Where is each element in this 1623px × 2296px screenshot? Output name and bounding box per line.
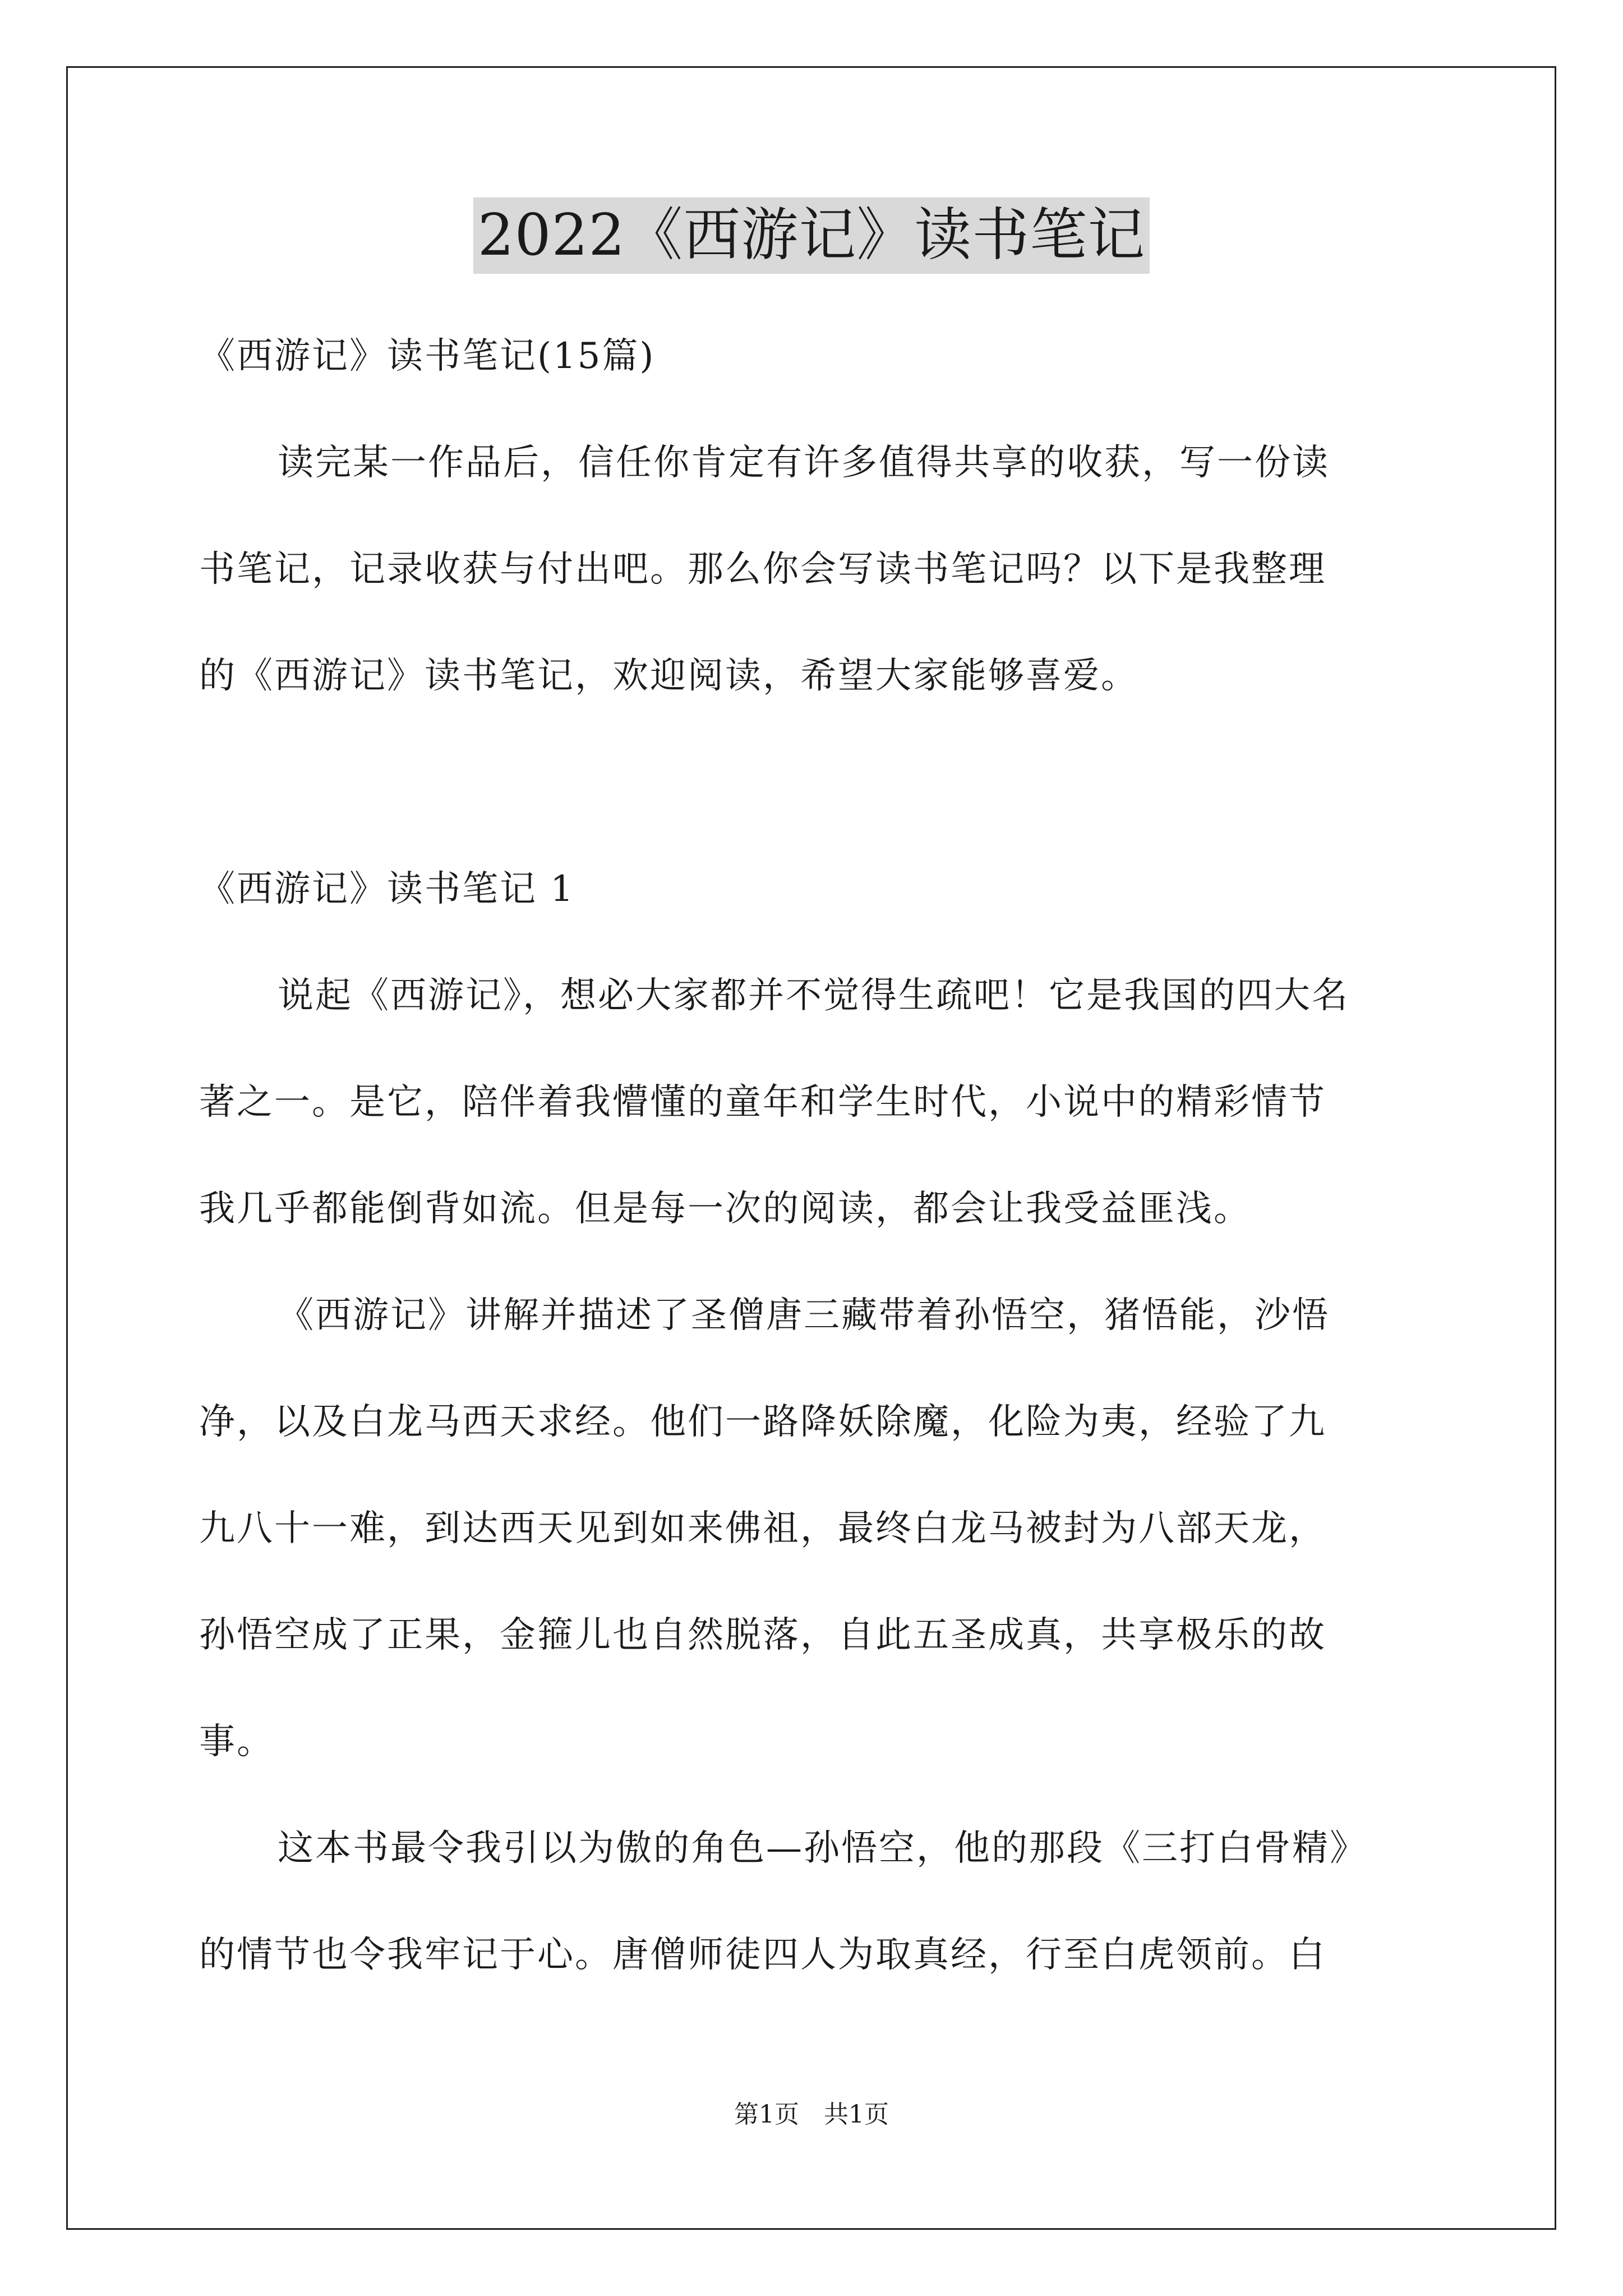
section-heading: 《西游记》读书笔记 1	[199, 868, 575, 910]
intro-line: 书笔记，记录收获与付出吧。那么你会写读书笔记吗？以下是我整理	[199, 549, 1326, 590]
document-body	[199, 303, 1431, 2008]
paragraph-line: 说起《西游记》，想必大家都并不觉得生疏吧！它是我国的四大名	[278, 975, 1349, 1016]
paragraph-line: 净，以及白龙马西天求经。他们一路降妖除魔，化险为夷，经验了九	[199, 1401, 1326, 1443]
paragraph-gap	[199, 729, 1431, 836]
paragraph-line: 我几乎都能倒背如流。但是每一次的阅读，都会让我受益匪浅。	[199, 1188, 1251, 1230]
document-subtitle: 《西游记》读书笔记(15篇)	[199, 335, 656, 377]
page-footer: 第1页 共1页	[734, 2100, 889, 2129]
intro-line: 读完某一作品后，信任你肯定有许多值得共享的收获，写一份读	[278, 442, 1330, 484]
document-title: 2022《西游记》读书笔记	[473, 197, 1150, 274]
paragraph-line: 《西游记》讲解并描述了圣僧唐三藏带着孙悟空，猪悟能，沙悟	[278, 1295, 1330, 1336]
paragraph-line: 孙悟空成了正果，金箍儿也自然脱落，自此五圣成真，共享极乐的故	[199, 1614, 1326, 1656]
paragraph-line: 的情节也令我牢记于心。唐僧师徒四人为取真经，行至白虎领前。白	[199, 1934, 1326, 1976]
paragraph-line: 著之一。是它，陪伴着我懵懂的童年和学生时代，小说中的精彩情节	[199, 1082, 1326, 1123]
title-container	[0, 197, 1623, 274]
paragraph-line: 九八十一难，到达西天见到如来佛祖，最终白龙马被封为八部天龙，	[199, 1508, 1326, 1549]
paragraph-line: 这本书最令我引以为傲的角色—孙悟空，他的那段《三打白骨精》	[278, 1828, 1367, 1869]
paragraph-line: 事。	[199, 1721, 274, 1763]
intro-line: 的《西游记》读书笔记，欢迎阅读，希望大家能够喜爱。	[199, 655, 1138, 697]
